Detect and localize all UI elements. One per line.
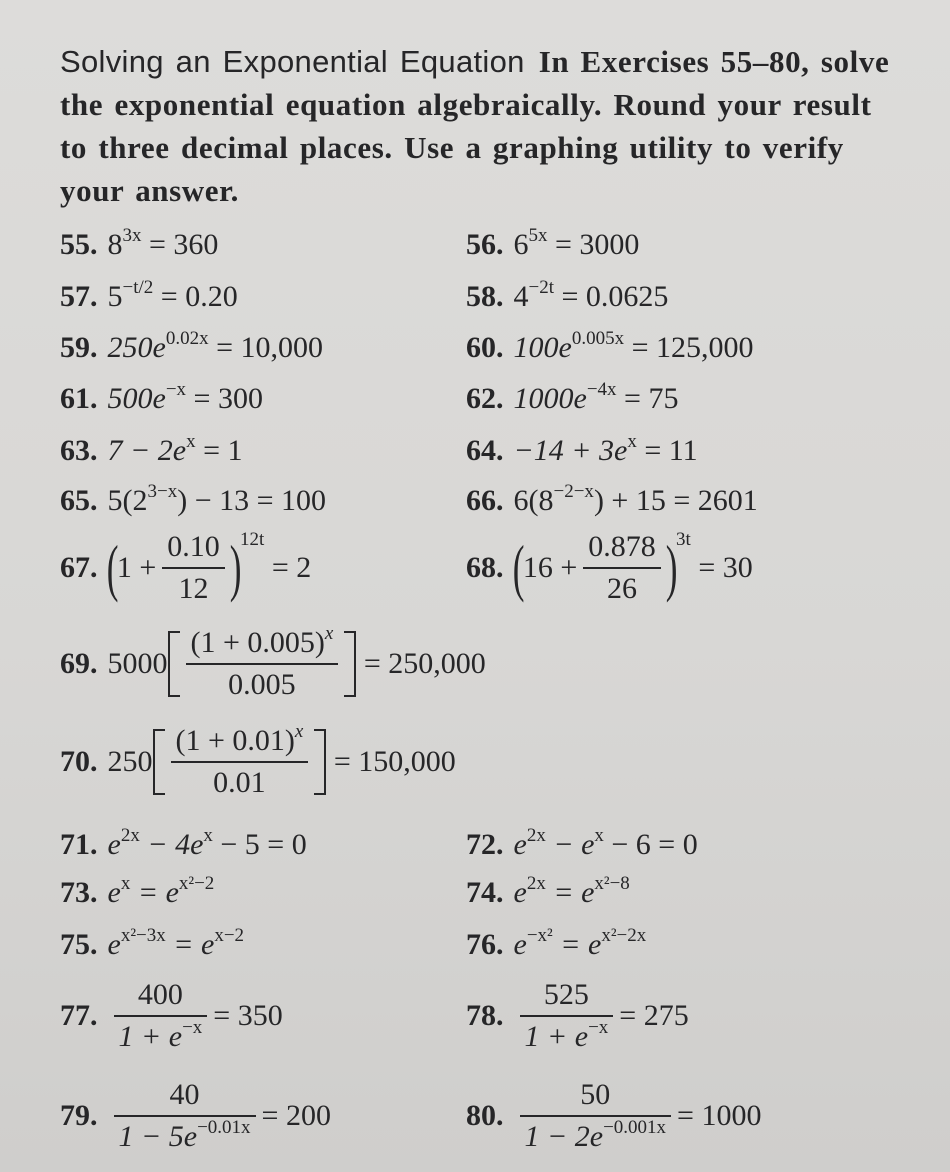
exercise-65: 65. $5(2^{3-x}) - 13 = 100$: [60, 481, 327, 517]
exercise-57: 57. $5^{-t/2} = 0.20$: [60, 277, 238, 313]
exercise-71: 71. $e^{2x} - 4e^x - 5 = 0$: [60, 825, 307, 861]
exercise-68: 68. (16 + $\frac{0.878}{26}$ )$^{3t}$ = 30: [466, 528, 753, 605]
exercise-56: 56. $6^{5x} = 3000$: [466, 225, 640, 261]
exercise-70: 70. 250 $\frac{(1 + 0.01)^x}{0.01}$ = 150,000: [60, 721, 456, 799]
exercise-59: 59. $250e^{0.02x} = 10,000$: [60, 328, 323, 364]
exercise-64: 64. $-14 + 3e^x = 11$: [466, 431, 698, 467]
exercise-78: 78. $\frac{525}{1 + e^{-x}}$ = 275: [466, 978, 689, 1053]
exercise-67: 67. (1 + $\frac{0.10}{12}$ )$^{12t}$ = 2: [60, 528, 312, 605]
fraction: $\frac{40}{1 - 5e^{-0.01x}}$: [114, 1080, 256, 1152]
exercise-74: 74. $e^{2x} = e^{x^2-8}$: [466, 873, 630, 909]
fraction: $\frac{400}{1 + e^{-x}}$: [114, 980, 208, 1052]
exercise-79: 79. $\frac{40}{1 - 5e^{-0.01x}}$ = 200: [60, 1078, 331, 1153]
exercise-55: 55. $8^{3x} = 360$: [60, 225, 219, 261]
exercise-75: 75. $e^{x^2-3x} = e^{x-2}$: [60, 925, 245, 961]
exercise-69: 69. 5000 $\frac{(1 + 0.005)^x}{0.005}$ = 250,000: [60, 623, 486, 701]
exercise-58: 58. $4^{-2t} = 0.0625$: [466, 277, 669, 313]
exercise-76: 76. $e^{-x^2} = e^{x^2-2x}$: [466, 925, 647, 961]
exercise-60: 60. $100e^{0.005x} = 125,000$: [466, 328, 754, 364]
fraction: $\frac{0.878}{26}$: [583, 532, 661, 604]
exercise-77: 77. $\frac{400}{1 + e^{-x}}$ = 350: [60, 978, 283, 1053]
exercise-61: 61. $500e^{-x} = 300$: [60, 379, 263, 415]
exercise-63: 63. $7 - 2e^x = 1$: [60, 431, 243, 467]
fraction: $\frac{525}{1 + e^{-x}}$: [520, 980, 614, 1052]
exercise-73: 73. $e^x = e^{x^2-2}$: [60, 873, 215, 909]
exercise-62: 62. $1000e^{-4x} = 75$: [466, 379, 679, 415]
section-header: [60, 40, 890, 212]
fraction: $\frac{0.10}{12}$: [162, 532, 225, 604]
fraction: $\frac{(1 + 0.01)^x}{0.01}$: [171, 726, 309, 798]
exercise-72: 72. $e^{2x} - e^x - 6 = 0$: [466, 825, 698, 861]
fraction: $\frac{(1 + 0.005)^x}{0.005}$: [186, 628, 339, 700]
section-instructions: In Exercises 55–80, solve the exponential equation algebraically. Round your result to three decimal places. Use a graphing utility to verify your answer.: [60, 44, 890, 208]
fraction: $\frac{50}{1 - 2e^{-0.001x}}$: [520, 1080, 672, 1152]
exercise-66: 66. $6(8^{-2-x}) + 15 = 2601$: [466, 481, 758, 517]
section-title: Solving an Exponential Equation: [60, 44, 525, 79]
exercise-80: 80. $\frac{50}{1 - 2e^{-0.001x}}$ = 1000: [466, 1078, 762, 1153]
